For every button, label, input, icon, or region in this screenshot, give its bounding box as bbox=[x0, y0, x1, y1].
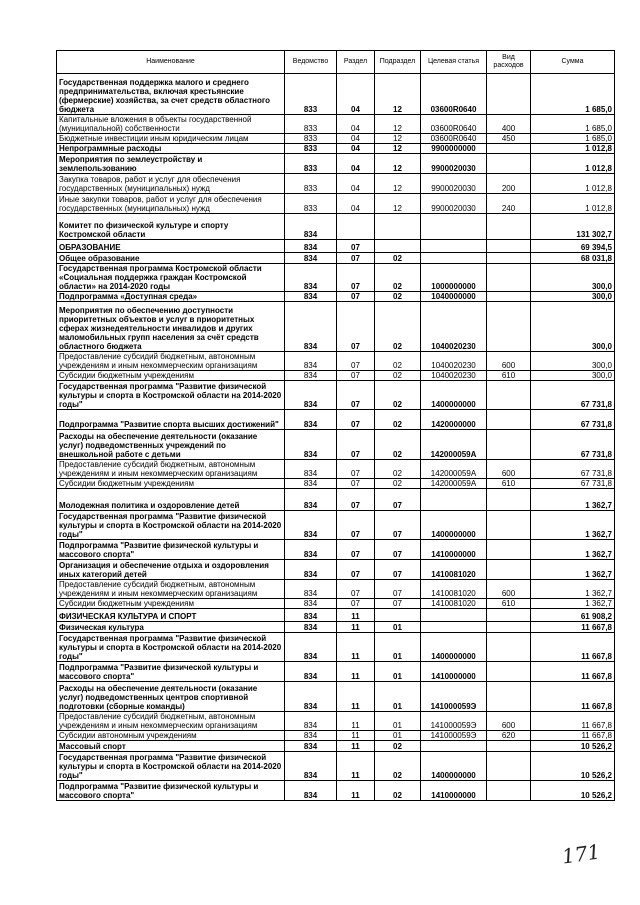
cell-department: 834 bbox=[285, 253, 337, 264]
cell-target-article: 1400000000 bbox=[421, 633, 487, 662]
cell-amount: 67 731,8 bbox=[531, 460, 615, 479]
cell-expense-type bbox=[487, 781, 531, 801]
header-department: Ведомство bbox=[285, 51, 337, 74]
cell-target-article: 1420000000 bbox=[421, 410, 487, 430]
cell-subsection: 07 bbox=[375, 511, 421, 540]
cell-section: 07 bbox=[337, 580, 375, 599]
cell-expense-type: 600 bbox=[487, 712, 531, 731]
cell-department: 834 bbox=[285, 682, 337, 712]
cell-expense-type bbox=[487, 609, 531, 622]
table-row bbox=[57, 264, 615, 292]
cell-subsection bbox=[375, 609, 421, 622]
cell-section: 04 bbox=[337, 74, 375, 115]
cell-expense-type bbox=[487, 302, 531, 352]
cell-department: 834 bbox=[285, 712, 337, 731]
cell-amount: 1 012,8 bbox=[531, 174, 615, 194]
table-row bbox=[57, 134, 615, 144]
table-row bbox=[57, 662, 615, 682]
cell-target-article: 1410000000 bbox=[421, 540, 487, 560]
cell-amount: 1 012,8 bbox=[531, 144, 615, 154]
cell-subsection: 12 bbox=[375, 115, 421, 134]
table-row bbox=[57, 410, 615, 430]
table-row bbox=[57, 511, 615, 540]
cell-section: 07 bbox=[337, 240, 375, 253]
cell-expense-type bbox=[487, 292, 531, 302]
handwritten-page-number: 171 bbox=[560, 839, 602, 869]
table-row bbox=[57, 154, 615, 174]
cell-expense-type: 610 bbox=[487, 599, 531, 609]
cell-department: 834 bbox=[285, 731, 337, 741]
cell-expense-type: 600 bbox=[487, 352, 531, 371]
cell-target-article: 03600R0640 bbox=[421, 74, 487, 115]
table-row bbox=[57, 292, 615, 302]
cell-name: Бюджетные инвестиции иным юридическим лицам bbox=[57, 134, 285, 144]
cell-department: 833 bbox=[285, 144, 337, 154]
cell-amount: 10 526,2 bbox=[531, 741, 615, 752]
cell-section: 07 bbox=[337, 560, 375, 580]
cell-expense-type bbox=[487, 622, 531, 633]
cell-name: Молодежная политика и оздоровление детей bbox=[57, 489, 285, 511]
cell-name: Подпрограмма "Развитие физической культуры и массового спорта" bbox=[57, 540, 285, 560]
table-row bbox=[57, 371, 615, 381]
cell-amount: 61 908,2 bbox=[531, 609, 615, 622]
cell-amount: 68 031,8 bbox=[531, 253, 615, 264]
cell-name: Субсидии бюджетным учреждениям bbox=[57, 479, 285, 489]
cell-target-article: 1400000000 bbox=[421, 381, 487, 410]
cell-section: 07 bbox=[337, 410, 375, 430]
cell-target-article: 141000059Э bbox=[421, 712, 487, 731]
cell-section: 11 bbox=[337, 682, 375, 712]
cell-section: 11 bbox=[337, 731, 375, 741]
cell-name: Субсидии бюджетным учреждениям bbox=[57, 599, 285, 609]
cell-expense-type: 200 bbox=[487, 174, 531, 194]
cell-name: Расходы на обеспечение деятельности (оказание услуг) подведомственных центров спортивной подготовки (сборные команды) bbox=[57, 682, 285, 712]
cell-department: 834 bbox=[285, 214, 337, 240]
cell-subsection: 07 bbox=[375, 489, 421, 511]
cell-section: 04 bbox=[337, 134, 375, 144]
table-row bbox=[57, 622, 615, 633]
cell-expense-type bbox=[487, 430, 531, 460]
cell-name: Общее образование bbox=[57, 253, 285, 264]
table-row bbox=[57, 633, 615, 662]
cell-target-article: 1040020230 bbox=[421, 302, 487, 352]
cell-subsection: 02 bbox=[375, 430, 421, 460]
cell-expense-type bbox=[487, 381, 531, 410]
cell-department: 834 bbox=[285, 662, 337, 682]
cell-expense-type bbox=[487, 489, 531, 511]
cell-expense-type: 240 bbox=[487, 194, 531, 214]
cell-name: Государственная программа "Развитие физической культуры и спорта в Костромской области на 2014-2020 годы" bbox=[57, 511, 285, 540]
cell-section: 07 bbox=[337, 253, 375, 264]
cell-expense-type: 620 bbox=[487, 731, 531, 741]
table-row bbox=[57, 479, 615, 489]
cell-expense-type bbox=[487, 240, 531, 253]
cell-amount: 1 685,0 bbox=[531, 134, 615, 144]
cell-department: 834 bbox=[285, 741, 337, 752]
cell-expense-type bbox=[487, 144, 531, 154]
cell-expense-type bbox=[487, 540, 531, 560]
cell-amount: 11 667,8 bbox=[531, 712, 615, 731]
cell-name: Подпрограмма «Доступная среда» bbox=[57, 292, 285, 302]
table-row bbox=[57, 540, 615, 560]
cell-amount: 67 731,8 bbox=[531, 410, 615, 430]
cell-name: Предоставление субсидий бюджетным, автономным учреждениям и иным некоммерческим организациям bbox=[57, 460, 285, 479]
cell-subsection: 07 bbox=[375, 560, 421, 580]
cell-section: 11 bbox=[337, 712, 375, 731]
cell-target-article: 9900020030 bbox=[421, 154, 487, 174]
cell-target-article: 1400000000 bbox=[421, 511, 487, 540]
cell-department: 834 bbox=[285, 430, 337, 460]
cell-subsection: 02 bbox=[375, 381, 421, 410]
cell-section: 11 bbox=[337, 662, 375, 682]
cell-name: Предоставление субсидий бюджетным, автономным учреждениям и иным некоммерческим организациям bbox=[57, 352, 285, 371]
cell-subsection: 02 bbox=[375, 479, 421, 489]
cell-amount: 1 362,7 bbox=[531, 489, 615, 511]
cell-name: Комитет по физической культуре и спорту Костромской области bbox=[57, 214, 285, 240]
cell-amount: 11 667,8 bbox=[531, 682, 615, 712]
table-row bbox=[57, 302, 615, 352]
cell-department: 833 bbox=[285, 174, 337, 194]
cell-expense-type bbox=[487, 511, 531, 540]
cell-amount: 1 362,7 bbox=[531, 560, 615, 580]
cell-section: 07 bbox=[337, 352, 375, 371]
cell-department: 834 bbox=[285, 292, 337, 302]
header-expense-type: Вид расходов bbox=[487, 51, 531, 74]
cell-subsection: 07 bbox=[375, 540, 421, 560]
cell-department: 834 bbox=[285, 489, 337, 511]
cell-section: 07 bbox=[337, 430, 375, 460]
cell-subsection: 01 bbox=[375, 731, 421, 741]
cell-section: 07 bbox=[337, 381, 375, 410]
header-amount: Сумма bbox=[531, 51, 615, 74]
cell-name: Предоставление субсидий бюджетным, автономным учреждениям и иным некоммерческим организациям bbox=[57, 580, 285, 599]
cell-target-article: 1000000000 bbox=[421, 264, 487, 292]
cell-section: 07 bbox=[337, 511, 375, 540]
cell-target-article: 9900020030 bbox=[421, 194, 487, 214]
cell-amount: 67 731,8 bbox=[531, 381, 615, 410]
cell-amount: 1 685,0 bbox=[531, 74, 615, 115]
cell-amount: 10 526,2 bbox=[531, 752, 615, 781]
cell-section: 11 bbox=[337, 781, 375, 801]
cell-subsection: 12 bbox=[375, 74, 421, 115]
cell-subsection: 12 bbox=[375, 194, 421, 214]
cell-amount: 11 667,8 bbox=[531, 633, 615, 662]
cell-section: 11 bbox=[337, 752, 375, 781]
cell-name: Массовый спорт bbox=[57, 741, 285, 752]
cell-expense-type bbox=[487, 264, 531, 292]
cell-subsection bbox=[375, 240, 421, 253]
table-row bbox=[57, 253, 615, 264]
cell-name: Государственная программа "Развитие физической культуры и спорта в Костромской области на 2014-2020 годы" bbox=[57, 633, 285, 662]
cell-amount: 11 667,8 bbox=[531, 622, 615, 633]
cell-subsection: 02 bbox=[375, 460, 421, 479]
cell-section: 11 bbox=[337, 741, 375, 752]
cell-expense-type: 450 bbox=[487, 134, 531, 144]
cell-target-article: 1410081020 bbox=[421, 560, 487, 580]
cell-expense-type bbox=[487, 560, 531, 580]
header-target-article: Целевая статья bbox=[421, 51, 487, 74]
cell-name: Подпрограмма "Развитие спорта высших достижений" bbox=[57, 410, 285, 430]
cell-amount: 67 731,8 bbox=[531, 479, 615, 489]
cell-target-article bbox=[421, 240, 487, 253]
cell-subsection: 07 bbox=[375, 599, 421, 609]
cell-department: 834 bbox=[285, 633, 337, 662]
cell-department: 834 bbox=[285, 352, 337, 371]
cell-subsection: 02 bbox=[375, 371, 421, 381]
cell-section: 07 bbox=[337, 540, 375, 560]
cell-expense-type bbox=[487, 741, 531, 752]
cell-target-article bbox=[421, 214, 487, 240]
cell-target-article bbox=[421, 253, 487, 264]
cell-target-article: 1040020230 bbox=[421, 371, 487, 381]
cell-target-article: 1410081020 bbox=[421, 599, 487, 609]
cell-section: 07 bbox=[337, 489, 375, 511]
cell-subsection bbox=[375, 214, 421, 240]
table-row bbox=[57, 460, 615, 479]
cell-subsection: 02 bbox=[375, 741, 421, 752]
cell-subsection: 01 bbox=[375, 682, 421, 712]
table-row bbox=[57, 609, 615, 622]
cell-subsection: 12 bbox=[375, 154, 421, 174]
cell-department: 834 bbox=[285, 410, 337, 430]
cell-target-article: 9900000000 bbox=[421, 144, 487, 154]
cell-department: 834 bbox=[285, 752, 337, 781]
cell-expense-type bbox=[487, 74, 531, 115]
cell-name: Государственная программа "Развитие физической культуры и спорта в Костромской области на 2014-2020 годы" bbox=[57, 752, 285, 781]
cell-amount: 300,0 bbox=[531, 352, 615, 371]
table-row bbox=[57, 580, 615, 599]
cell-amount: 69 394,5 bbox=[531, 240, 615, 253]
cell-subsection: 07 bbox=[375, 580, 421, 599]
cell-target-article: 1040000000 bbox=[421, 292, 487, 302]
cell-expense-type: 600 bbox=[487, 460, 531, 479]
cell-amount: 10 526,2 bbox=[531, 781, 615, 801]
cell-target-article: 142000059А bbox=[421, 430, 487, 460]
table-row bbox=[57, 430, 615, 460]
cell-expense-type bbox=[487, 214, 531, 240]
cell-name: Капитальные вложения в объекты государственной (муниципальной) собственности bbox=[57, 115, 285, 134]
cell-expense-type bbox=[487, 633, 531, 662]
cell-department: 834 bbox=[285, 302, 337, 352]
cell-section: 11 bbox=[337, 622, 375, 633]
cell-amount: 1 362,7 bbox=[531, 511, 615, 540]
cell-name: Мероприятия по обеспечению доступности приоритетных объектов и услуг в приоритетных сферах жизнедеятельности инвалидов и других маломобильных групп населения за счёт средств областного бюджета bbox=[57, 302, 285, 352]
cell-section: 04 bbox=[337, 144, 375, 154]
cell-subsection: 01 bbox=[375, 712, 421, 731]
header-name: Наименование bbox=[57, 51, 285, 74]
cell-section: 11 bbox=[337, 609, 375, 622]
cell-expense-type bbox=[487, 752, 531, 781]
cell-department: 834 bbox=[285, 460, 337, 479]
cell-subsection: 02 bbox=[375, 302, 421, 352]
cell-amount: 67 731,8 bbox=[531, 430, 615, 460]
cell-target-article: 141000059Э bbox=[421, 682, 487, 712]
cell-expense-type bbox=[487, 410, 531, 430]
cell-name: Закупка товаров, работ и услуг для обеспечения государственных (муниципальных) нужд bbox=[57, 174, 285, 194]
cell-target-article: 141000059Э bbox=[421, 731, 487, 741]
cell-name: ОБРАЗОВАНИЕ bbox=[57, 240, 285, 253]
table-row bbox=[57, 115, 615, 134]
table-row bbox=[57, 781, 615, 801]
cell-target-article: 1410000000 bbox=[421, 662, 487, 682]
cell-subsection: 01 bbox=[375, 622, 421, 633]
cell-target-article: 9900020030 bbox=[421, 174, 487, 194]
cell-department: 833 bbox=[285, 154, 337, 174]
cell-subsection: 02 bbox=[375, 264, 421, 292]
table-row bbox=[57, 599, 615, 609]
cell-department: 834 bbox=[285, 240, 337, 253]
cell-department: 834 bbox=[285, 609, 337, 622]
cell-amount: 1 685,0 bbox=[531, 115, 615, 134]
header-section: Раздел bbox=[337, 51, 375, 74]
cell-subsection: 02 bbox=[375, 410, 421, 430]
cell-subsection: 01 bbox=[375, 662, 421, 682]
cell-section: 04 bbox=[337, 154, 375, 174]
table-row bbox=[57, 560, 615, 580]
cell-name: Непрограммные расходы bbox=[57, 144, 285, 154]
cell-department: 834 bbox=[285, 381, 337, 410]
cell-target-article bbox=[421, 622, 487, 633]
cell-amount: 131 302,7 bbox=[531, 214, 615, 240]
cell-section: 11 bbox=[337, 633, 375, 662]
cell-name: Субсидии автономным учреждениям bbox=[57, 731, 285, 741]
table-row bbox=[57, 240, 615, 253]
cell-department: 834 bbox=[285, 622, 337, 633]
cell-expense-type: 610 bbox=[487, 479, 531, 489]
cell-name: Подпрограмма "Развитие физической культуры и массового спорта" bbox=[57, 781, 285, 801]
cell-expense-type: 400 bbox=[487, 115, 531, 134]
cell-subsection: 12 bbox=[375, 174, 421, 194]
cell-department: 833 bbox=[285, 194, 337, 214]
cell-target-article bbox=[421, 489, 487, 511]
cell-department: 833 bbox=[285, 115, 337, 134]
cell-amount: 11 667,8 bbox=[531, 662, 615, 682]
cell-name: Государственная программа "Развитие физической культуры и спорта в Костромской области на 2014-2020 годы" bbox=[57, 381, 285, 410]
cell-department: 834 bbox=[285, 599, 337, 609]
cell-name: Мероприятия по землеустройству и землепользованию bbox=[57, 154, 285, 174]
cell-section: 04 bbox=[337, 115, 375, 134]
cell-section: 04 bbox=[337, 194, 375, 214]
cell-section: 07 bbox=[337, 371, 375, 381]
cell-target-article: 1400000000 bbox=[421, 752, 487, 781]
table-row bbox=[57, 214, 615, 240]
cell-subsection: 02 bbox=[375, 781, 421, 801]
cell-section bbox=[337, 214, 375, 240]
table-row bbox=[57, 752, 615, 781]
cell-amount: 11 667,8 bbox=[531, 731, 615, 741]
cell-department: 833 bbox=[285, 74, 337, 115]
table-row bbox=[57, 712, 615, 731]
cell-target-article: 03600R0640 bbox=[421, 115, 487, 134]
cell-amount: 300,0 bbox=[531, 292, 615, 302]
table-row bbox=[57, 352, 615, 371]
cell-target-article: 142000059А bbox=[421, 460, 487, 479]
cell-expense-type bbox=[487, 253, 531, 264]
cell-subsection: 02 bbox=[375, 352, 421, 371]
cell-department: 834 bbox=[285, 264, 337, 292]
table-row bbox=[57, 174, 615, 194]
cell-subsection: 02 bbox=[375, 253, 421, 264]
table-row bbox=[57, 489, 615, 511]
cell-name: Государственная поддержка малого и среднего предпринимательства, включая крестьянские (фермерские) хозяйства, за счет средств областного бюджета bbox=[57, 74, 285, 115]
cell-target-article: 142000059А bbox=[421, 479, 487, 489]
budget-table bbox=[56, 50, 615, 801]
cell-department: 834 bbox=[285, 371, 337, 381]
cell-expense-type: 610 bbox=[487, 371, 531, 381]
cell-name: Организация и обеспечение отдыха и оздоровления иных категорий детей bbox=[57, 560, 285, 580]
table-row bbox=[57, 381, 615, 410]
cell-section: 07 bbox=[337, 460, 375, 479]
cell-expense-type bbox=[487, 682, 531, 712]
cell-amount: 300,0 bbox=[531, 302, 615, 352]
cell-name: Государственная программа Костромской области «Социальная поддержка граждан Костромской области» на 2014-2020 годы bbox=[57, 264, 285, 292]
cell-section: 07 bbox=[337, 302, 375, 352]
cell-section: 07 bbox=[337, 292, 375, 302]
cell-target-article: 03600R0640 bbox=[421, 134, 487, 144]
table-row bbox=[57, 731, 615, 741]
cell-amount: 300,0 bbox=[531, 264, 615, 292]
cell-subsection: 12 bbox=[375, 134, 421, 144]
cell-name: Иные закупки товаров, работ и услуг для обеспечения государственных (муниципальных) нужд bbox=[57, 194, 285, 214]
header-row bbox=[57, 51, 615, 74]
cell-amount: 1 362,7 bbox=[531, 580, 615, 599]
cell-department: 834 bbox=[285, 511, 337, 540]
cell-amount: 1 012,8 bbox=[531, 154, 615, 174]
cell-section: 07 bbox=[337, 599, 375, 609]
cell-department: 834 bbox=[285, 560, 337, 580]
cell-subsection: 02 bbox=[375, 752, 421, 781]
cell-subsection: 12 bbox=[375, 144, 421, 154]
cell-department: 834 bbox=[285, 781, 337, 801]
header-subsection: Подраздел bbox=[375, 51, 421, 74]
table-row bbox=[57, 741, 615, 752]
cell-expense-type bbox=[487, 154, 531, 174]
cell-name: Субсидии бюджетным учреждениям bbox=[57, 371, 285, 381]
cell-name: Предоставление субсидий бюджетным, автономным учреждениям и иным некоммерческим организациям bbox=[57, 712, 285, 731]
cell-name: Подпрограмма "Развитие физической культуры и массового спорта" bbox=[57, 662, 285, 682]
cell-section: 07 bbox=[337, 264, 375, 292]
cell-target-article bbox=[421, 609, 487, 622]
table-row bbox=[57, 144, 615, 154]
cell-target-article: 1410000000 bbox=[421, 781, 487, 801]
table-row bbox=[57, 74, 615, 115]
cell-target-article: 1410081020 bbox=[421, 580, 487, 599]
cell-name: ФИЗИЧЕСКАЯ КУЛЬТУРА И СПОРТ bbox=[57, 609, 285, 622]
cell-department: 833 bbox=[285, 134, 337, 144]
cell-section: 04 bbox=[337, 174, 375, 194]
table-row bbox=[57, 682, 615, 712]
cell-department: 834 bbox=[285, 580, 337, 599]
cell-amount: 1 012,8 bbox=[531, 194, 615, 214]
cell-subsection: 01 bbox=[375, 633, 421, 662]
cell-target-article bbox=[421, 741, 487, 752]
cell-section: 07 bbox=[337, 479, 375, 489]
cell-department: 834 bbox=[285, 479, 337, 489]
cell-name: Физическая культура bbox=[57, 622, 285, 633]
cell-amount: 1 362,7 bbox=[531, 540, 615, 560]
cell-expense-type bbox=[487, 662, 531, 682]
cell-subsection: 02 bbox=[375, 292, 421, 302]
cell-department: 834 bbox=[285, 540, 337, 560]
cell-amount: 300,0 bbox=[531, 371, 615, 381]
cell-amount: 1 362,7 bbox=[531, 599, 615, 609]
cell-name: Расходы на обеспечение деятельности (оказание услуг) подведомственных учреждений по внешкольной работе с детьми bbox=[57, 430, 285, 460]
table-row bbox=[57, 194, 615, 214]
cell-expense-type: 600 bbox=[487, 580, 531, 599]
cell-target-article: 1040020230 bbox=[421, 352, 487, 371]
